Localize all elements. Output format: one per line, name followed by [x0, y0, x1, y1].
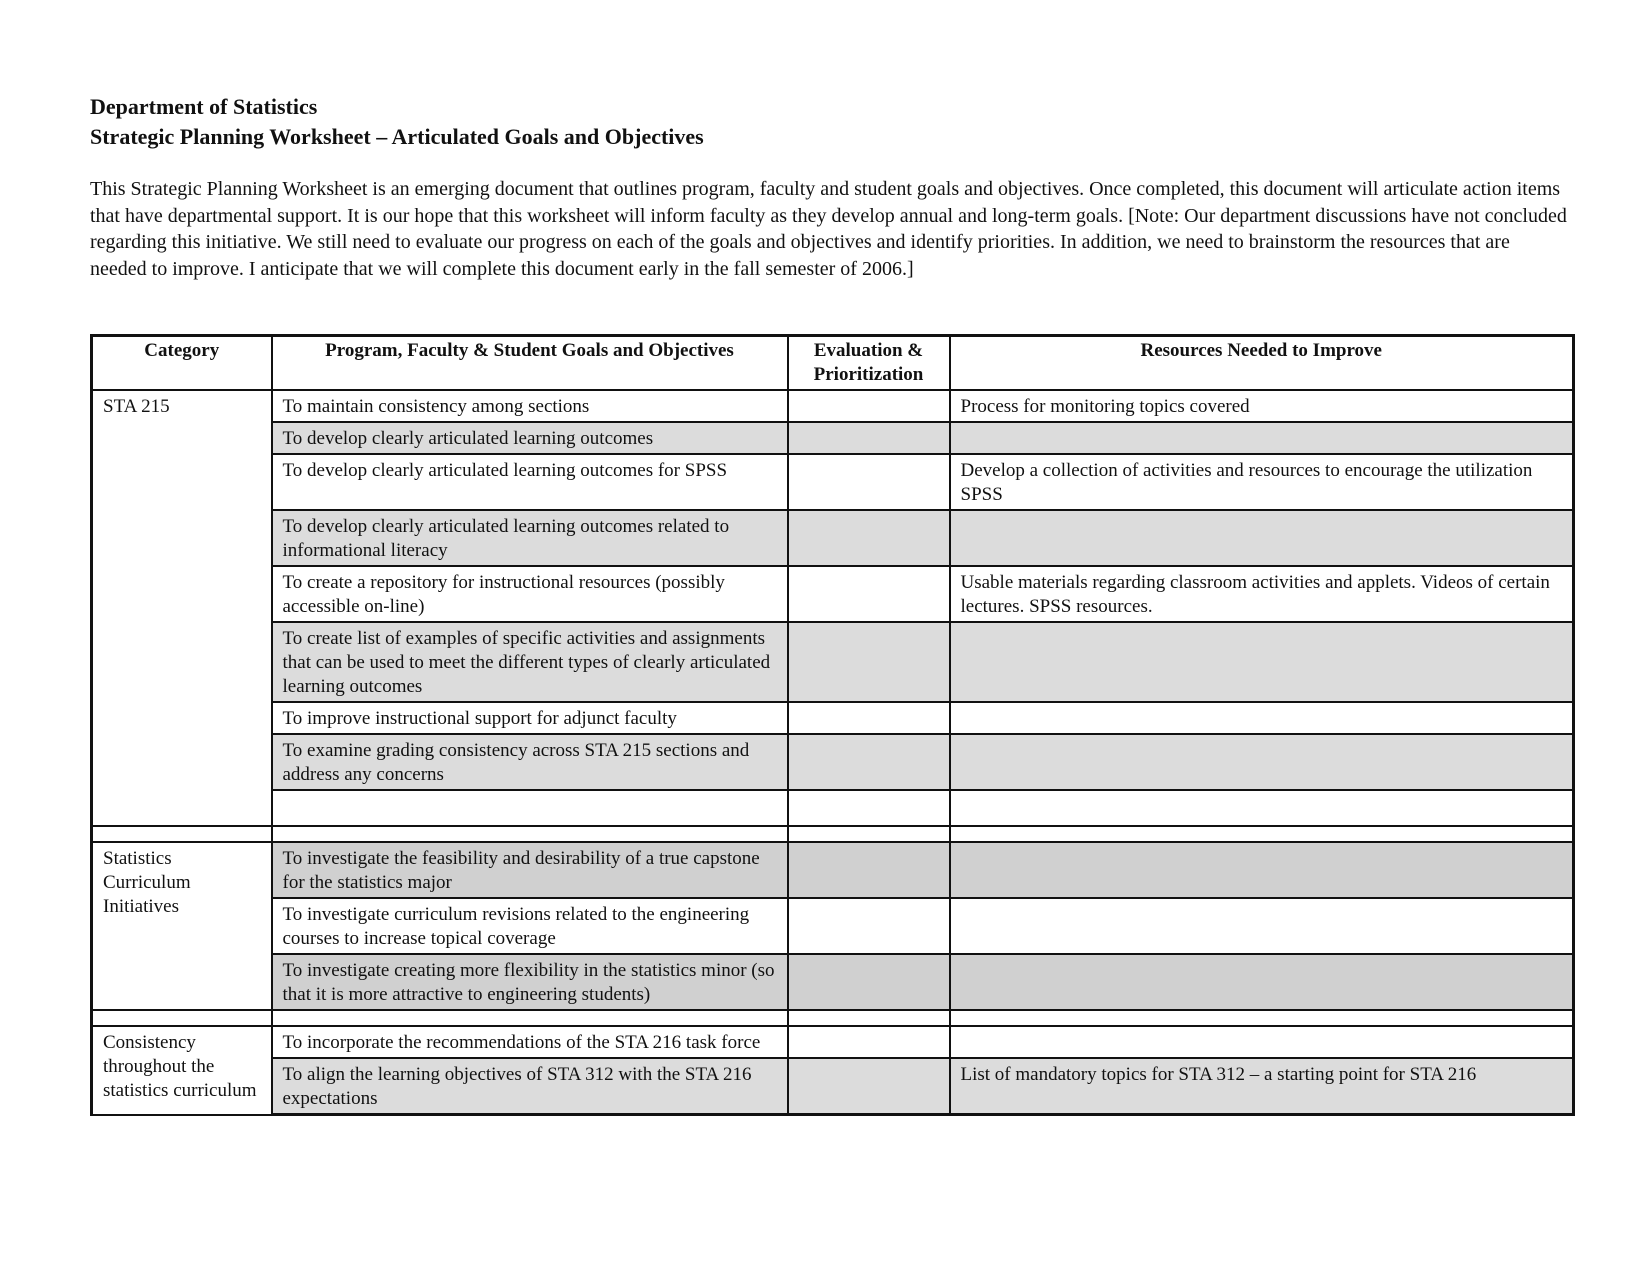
- goal-cell: To investigate creating more flexibility in the statistics minor (so that it is more attractive to engineering students): [272, 954, 788, 1010]
- table-row: [92, 422, 1574, 454]
- resources-cell: [950, 702, 1574, 734]
- evaluation-cell: [788, 390, 950, 422]
- separator-row: [92, 1010, 1574, 1026]
- resources-header: Resources Needed to Improve: [950, 336, 1574, 391]
- table-row: [92, 1058, 1574, 1115]
- evaluation-cell: [788, 566, 950, 622]
- worksheet-title: Strategic Planning Worksheet – Articulated Goals and Objectives: [90, 124, 704, 149]
- resources-cell: [950, 734, 1574, 790]
- table-row: [92, 622, 1574, 702]
- evaluation-cell: [788, 898, 950, 954]
- evaluation-cell: [788, 702, 950, 734]
- evaluation-cell: [788, 454, 950, 510]
- evaluation-cell: [788, 842, 950, 898]
- goal-cell: To align the learning objectives of STA 312 with the STA 216 expectations: [272, 1058, 788, 1115]
- evaluation-cell: [788, 510, 950, 566]
- resources-cell: [950, 790, 1574, 826]
- header-row: [92, 336, 1574, 391]
- evaluation-cell: [788, 1026, 950, 1058]
- evaluation-cell: [788, 790, 950, 826]
- evaluation-cell: [788, 954, 950, 1010]
- resources-cell: [950, 422, 1574, 454]
- worksheet-table: [90, 334, 1575, 1116]
- resources-cell: Process for monitoring topics covered: [950, 390, 1574, 422]
- goal-cell: To create list of examples of specific activities and assignments that can be used to meet the different types of clearly articulated learning outcomes: [272, 622, 788, 702]
- table-row: [92, 390, 1574, 422]
- evaluation-cell: [788, 734, 950, 790]
- resources-cell: [950, 1026, 1574, 1058]
- resources-cell: List of mandatory topics for STA 312 – a starting point for STA 216: [950, 1058, 1574, 1115]
- table-row: [92, 842, 1574, 898]
- evaluation-cell: [788, 1058, 950, 1115]
- resources-cell: [950, 622, 1574, 702]
- table-row: [92, 454, 1574, 510]
- goal-cell: To create a repository for instructional resources (possibly accessible on-line): [272, 566, 788, 622]
- resources-cell: [950, 842, 1574, 898]
- goal-cell: To examine grading consistency across STA 215 sections and address any concerns: [272, 734, 788, 790]
- table-row: [92, 702, 1574, 734]
- resources-cell: Usable materials regarding classroom activities and applets. Videos of certain lectures. SPSS resources.: [950, 566, 1574, 622]
- goal-cell: To investigate curriculum revisions related to the engineering courses to increase topical coverage: [272, 898, 788, 954]
- goal-cell: [272, 790, 788, 826]
- resources-cell: [950, 954, 1574, 1010]
- table-row: [92, 898, 1574, 954]
- resources-cell: [950, 898, 1574, 954]
- separator-row: [92, 826, 1574, 842]
- evaluation-cell: [788, 622, 950, 702]
- table-row: [92, 1026, 1574, 1058]
- resources-cell: [950, 510, 1574, 566]
- table-row: [92, 566, 1574, 622]
- evaluation-cell: [788, 422, 950, 454]
- table-row: [92, 790, 1574, 826]
- category-cell: Consistency throughout the statistics curriculum: [92, 1026, 272, 1115]
- table-row: [92, 734, 1574, 790]
- document-title: [90, 92, 704, 152]
- goal-cell: To develop clearly articulated learning outcomes related to informational literacy: [272, 510, 788, 566]
- table-row: [92, 510, 1574, 566]
- intro-paragraph: This Strategic Planning Worksheet is an emerging document that outlines program, faculty and student goals and objectives. Once completed, this document will articulate action items that have departmental support. It is our hope that this worksheet will inform faculty as they develop annual and long-term goals. [Note: Our department discussions have not concluded regarding this initiative. We still need to evaluate our progress on each of the goals and objectives and identify priorities. In addition, we need to brainstorm the resources that are needed to improve. I anticipate that we will complete this document early in the fall semester of 2006.]: [90, 178, 1567, 280]
- goal-cell: To incorporate the recommendations of the STA 216 task force: [272, 1026, 788, 1058]
- goal-cell: To improve instructional support for adjunct faculty: [272, 702, 788, 734]
- goal-cell: To investigate the feasibility and desirability of a true capstone for the statistics major: [272, 842, 788, 898]
- table-row: [92, 954, 1574, 1010]
- goals-header: Program, Faculty & Student Goals and Objectives: [272, 336, 788, 391]
- goal-cell: To maintain consistency among sections: [272, 390, 788, 422]
- resources-cell: Develop a collection of activities and resources to encourage the utilization SPSS: [950, 454, 1574, 510]
- category-header: Category: [92, 336, 272, 391]
- category-cell: Statistics Curriculum Initiatives: [92, 842, 272, 1010]
- department-name: Department of Statistics: [90, 94, 318, 119]
- goal-cell: To develop clearly articulated learning outcomes: [272, 422, 788, 454]
- category-cell: STA 215: [92, 390, 272, 826]
- evaluation-header: Evaluation & Prioritization: [788, 336, 950, 391]
- goal-cell: To develop clearly articulated learning outcomes for SPSS: [272, 454, 788, 510]
